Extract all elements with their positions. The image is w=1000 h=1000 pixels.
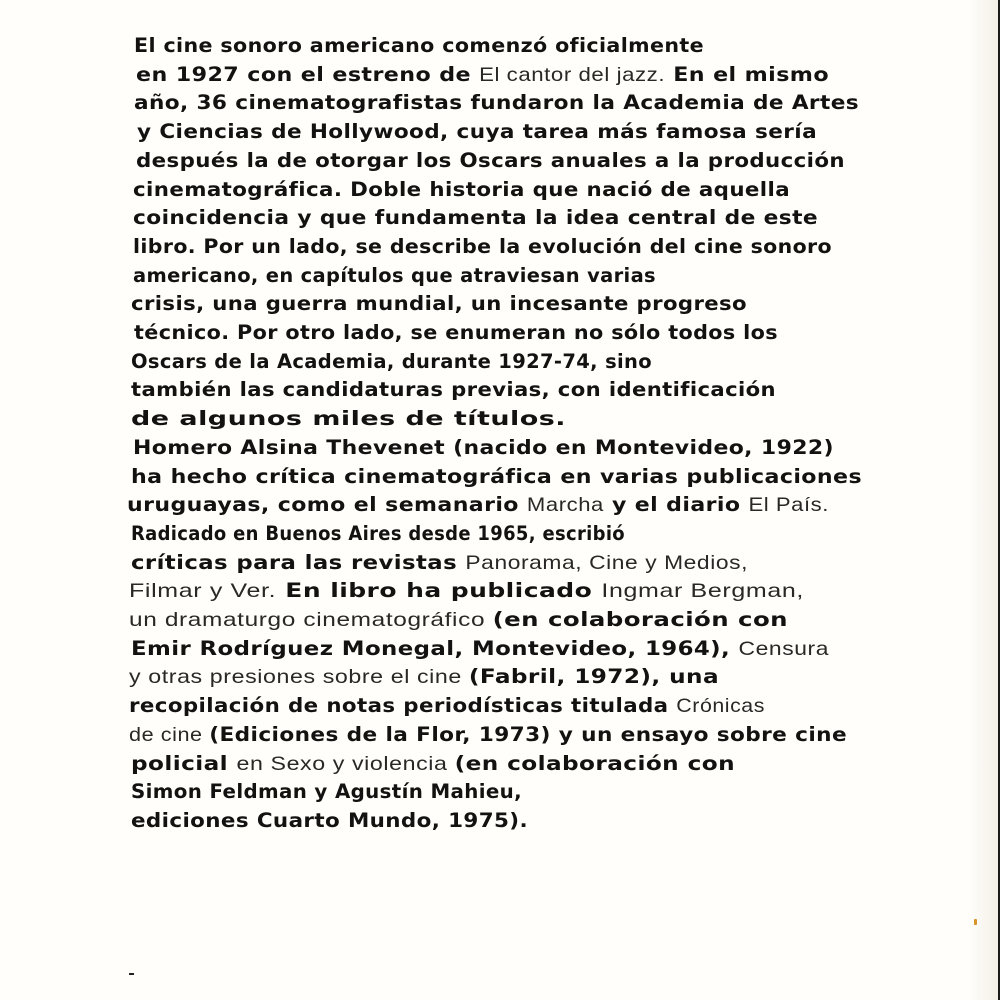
paper-speck	[974, 919, 977, 925]
bold-text: (en colaboración con	[454, 751, 736, 775]
text-line	[131, 465, 862, 489]
text-line	[131, 407, 566, 431]
bold-text: (Ediciones de la Flor, 1973) y un ensayo sobre cine	[209, 722, 848, 746]
bold-text: El cine sonoro americano comenzó oficialmente	[134, 34, 705, 57]
text-line	[129, 694, 765, 718]
bold-text: año, 36 cinematografistas fundaron la Academia de Artes	[134, 91, 859, 115]
light-text: El País.	[748, 494, 829, 517]
bold-text: (en colaboración con	[492, 608, 788, 631]
text-line	[131, 292, 747, 316]
text-line	[134, 34, 704, 58]
bold-text: de algunos miles de títulos.	[131, 407, 567, 431]
bold-text: después la de otorgar los Oscars anuales a la producción	[136, 148, 846, 172]
light-text: en Sexo y violencia	[236, 752, 455, 775]
bold-text: crisis, una guerra mundial, un incesante progreso	[131, 292, 748, 316]
bold-text: Homero Alsina Thevenet (nacido en Montevideo, 1922)	[133, 435, 834, 459]
text-line	[131, 752, 735, 776]
text-line	[131, 637, 829, 661]
light-text: Crónicas	[676, 695, 765, 718]
bold-text: policial	[131, 751, 237, 775]
text-line	[133, 436, 834, 460]
paper-speck	[129, 973, 134, 975]
light-text: Censura	[738, 637, 830, 660]
text-line	[131, 809, 528, 833]
text-line	[136, 63, 829, 87]
text-line	[129, 665, 719, 689]
text-line	[129, 608, 788, 632]
bold-text: ediciones Cuarto Mundo, 1975).	[131, 808, 529, 832]
bold-text: Simon Feldman y Agustín Mahieu,	[131, 780, 522, 804]
bold-text: y el diario	[603, 493, 749, 517]
bold-text: coincidencia y que fundamenta la idea central de este	[133, 206, 819, 230]
light-text: Panorama, Cine y Medios,	[465, 551, 749, 574]
text-line	[131, 378, 776, 402]
bold-text: y Ciencias de Hollywood, cuya tarea más famosa sería	[137, 120, 818, 144]
light-text: de cine	[129, 723, 210, 746]
bold-text: cinematográfica. Doble historia que nació de aquella	[133, 177, 790, 201]
bold-text: libro. Por un lado, se describe la evolución del cine sonoro	[133, 234, 833, 258]
light-text: El cantor del jazz.	[479, 63, 666, 86]
text-line	[129, 579, 804, 603]
text-line	[133, 178, 790, 202]
text-line	[136, 149, 845, 173]
bold-text: Oscars de la Academia, durante 1927-74, sino	[131, 349, 653, 373]
page-edge-shadow	[968, 0, 998, 1000]
text-line	[131, 551, 748, 575]
text-line	[134, 321, 778, 345]
bold-text: uruguayas, como el semanario	[127, 493, 527, 517]
light-text: Ingmar Bergman,	[601, 580, 804, 603]
bold-text: recopilación de notas periodísticas titulada	[129, 694, 677, 718]
text-line	[137, 120, 817, 144]
bold-text: críticas para las revistas	[131, 550, 466, 574]
bold-text: técnico. Por otro lado, se enumeran no sólo todos los	[134, 321, 778, 344]
bold-text: En libro ha publicado	[276, 579, 602, 603]
bold-text: (Fabril, 1972), una	[468, 665, 720, 689]
text-line	[127, 493, 829, 517]
bold-text: americano, en capítulos que atraviesan varias	[133, 263, 657, 287]
bold-text: en 1927 con el estreno de	[136, 62, 480, 86]
text-line	[129, 723, 847, 747]
bold-text: Radicado en Buenos Aires desde 1965, escribió	[131, 521, 625, 545]
bold-text: Emir Rodríguez Monegal, Montevideo, 1964),	[131, 636, 739, 660]
light-text: y otras presiones sobre el cine	[129, 666, 469, 689]
text-line	[133, 235, 832, 259]
text-line	[133, 206, 818, 230]
light-text: un dramaturgo cinematográfico	[129, 609, 493, 631]
light-text: Filmar y Ver.	[129, 580, 277, 603]
text-line	[133, 264, 656, 288]
light-text: Marcha	[526, 494, 604, 517]
text-line	[131, 780, 522, 804]
bold-text: también las candidaturas previas, con identificación	[131, 378, 776, 402]
text-line	[131, 522, 625, 546]
bold-text: ha hecho crítica cinematográfica en varias publicaciones	[131, 464, 863, 488]
text-line	[131, 350, 652, 374]
bold-text: En el mismo	[665, 62, 829, 86]
text-line	[134, 91, 859, 115]
